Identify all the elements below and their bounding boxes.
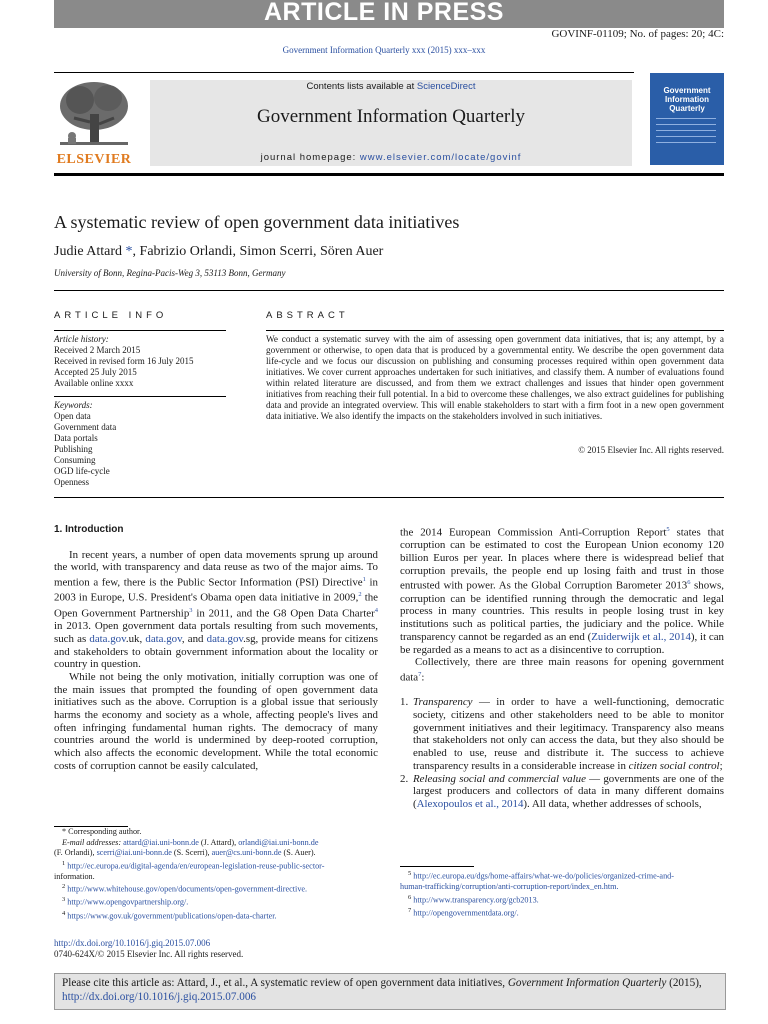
footnote-url[interactable]: http://opengovernmentdata.org/. [413,908,519,918]
history-revised: Received in revised form 16 July 2015 [54,356,194,366]
sciencedirect-link[interactable]: ScienceDirect [416,81,476,92]
email-link[interactable]: orlandi@iai.uni-bonn.de [238,837,319,847]
footnote-ref[interactable]: 6 [687,579,691,587]
keyword: Government data [54,422,117,432]
issn-line: 0740-624X/© 2015 Elsevier Inc. All rights reserved. [54,949,244,959]
footnote-url[interactable]: http://ec.europa.eu/dgs/home-affairs/what-we-do/policies/organized-crime-and- [413,871,674,881]
footnote-ref[interactable]: 2 [358,591,362,599]
data-gov-uk-link[interactable]: data.gov [89,632,126,645]
history-accepted: Accepted 25 July 2015 [54,367,137,377]
author-rest: , Fabrizio Orlandi, Simon Scerri, Sören Auer [132,244,384,259]
paragraph-4: Collectively, there are three main reasons for opening government data$^7$: [400,656,724,684]
abstract-label: ABSTRACT [266,310,349,321]
email-note: E-mail addresses: attard@iai.uni-bonn.de (J. Attard), orlandi@iai.uni-bonn.de [62,837,319,847]
footnote-2: $^2$ http://www.whitehouse.gov/open/documents/open-government-directive. [62,883,308,894]
abstract-rule [266,330,724,331]
footnote-3: $^3$ http://www.opengovpartnership.org/. [62,896,189,908]
journal-name: Government Information Quarterly [256,106,526,127]
journal-volume-link[interactable]: Government Information Quarterly xxx (2015) xxx–xxx [282,45,486,55]
list-item: 2. Releasing social and commercial value — governments are one of the largest producers and collectors of data in many different domains (Alexopoulos et al., 2014). All data, whether addresses of schools, [400,772,724,810]
journal-homepage [150,152,632,163]
doi-block [54,938,243,960]
footnote-url[interactable]: http://ec.europa.eu/digital-agenda/en/european-legislation-reuse-public-sector- [67,861,325,871]
corresponding-note: * Corresponding author. [62,827,142,836]
banner-text: ARTICLE IN PRESS [264,0,504,26]
footnote-ref[interactable]: 7 [418,670,422,678]
right-column [400,524,724,811]
footnote-url[interactable]: https://www.gov.uk/government/publications/open-data-charter. [67,911,277,921]
keyword: OGD life-cycle [54,466,110,476]
email-note-cont: (F. Orlandi), scerri@iai.uni-bonn.de (S. Scerri), auer@cs.uni-bonn.de (S. Auer). [54,848,316,857]
keyword: Data portals [54,433,98,443]
contents-prefix: Contents lists available at [306,81,417,92]
keywords-label: Keywords: [54,400,93,410]
cover-decoration [656,136,716,137]
keyword: Consuming [54,455,96,465]
footnote-rule [400,866,474,867]
keywords [54,400,224,488]
homepage-link[interactable]: www.elsevier.com/locate/govinf [359,152,522,163]
paragraph-3: the 2014 European Commission Anti-Corruption Report$^5$ states that corruption can be estimated to cost the European Union economy 120 billion Euros per year. In places where there is widespread belief that corruption prevails, the people end up losing faith and trust in those entrusted with power. As the Global Corruption Barometer 2013$^6$ shows, corruption can be identified running through the democratic and legal process in many countries. This results in people losing trust in key institutions such as political parties, the judiciary and the police. While transparency cannot be regarded as an end (Zuiderwijk et al., 2014), it can be regarded as a means to act as a disincentive to corruption. [400,526,724,656]
affiliation: University of Bonn, Regina-Pacis-Weg 3, 53113 Bonn, Germany [54,268,286,278]
footnote-5: $^5$ http://ec.europa.eu/dgs/home-affairs/what-we-do/policies/organized-crime-and- [408,870,674,881]
contents-line [150,81,632,92]
email-link[interactable]: attard@iai.uni-bonn.de [123,837,199,847]
footnote-1-tail: information. [54,871,95,881]
history-label: Article history: [54,334,109,344]
footnote-url-cont[interactable]: human-trafficking/corruption/anti-corruption-report/index_en.htm. [400,882,619,892]
footnote-1: $^1$ http://ec.europa.eu/digital-agenda/en/european-legislation-reuse-public-sector- [62,859,325,871]
section-heading: 1. Introduction [54,524,124,535]
footnote-url[interactable]: http://www.transparency.org/gcb2013. [413,895,539,905]
paragraph-1: In recent years, a number of open data movements sprung up around the world, with transparency and data reuse as two of the major aims. To mention a few, there is the Public Sector Information (PSI) Directive$^1$ in 2003 in Europe, U.S. President's Obama open data initiative in 2009,$^2$ the Open Government Partnership$^3$ in 2011, and the G8 Open Data Charter$^4$ in 2013. Open government data portals resulting from such movements, such as data.gov.uk, data.gov, and data.gov.sg, provide means for citizens and stakeholders to obtain government information about the locality or country in question. [54,548,379,671]
doi-link[interactable]: http://dx.doi.org/10.1016/j.giq.2015.07.006 [54,938,211,948]
article-history [54,334,224,389]
left-footnotes [54,827,378,922]
title-rule [54,290,724,291]
email-link[interactable]: scerri@iai.uni-bonn.de [96,848,172,857]
right-footnotes [400,869,724,919]
header-thick-rule [54,173,724,176]
cover-decoration [656,142,716,143]
info-rule [54,330,226,331]
footnote-4: $^4$ https://www.gov.uk/government/publications/open-data-charter. [62,909,277,921]
keyword: Openness [54,477,89,487]
citation-link[interactable]: Zuiderwijk et al., 2014 [591,630,691,643]
footnote-ref[interactable]: 4 [374,606,378,614]
citation-text: Please cite this article as: Attard, J., et al., A systematic review of open government data initiatives, Government Information Quarterly (2015), http://dx.doi.org/10.1016/j.giq.2015.07.006 [62,977,702,1003]
abstract-text: We conduct a systematic survey with the aim of assessing open government data initiatives, that is; any attempt, by a government or otherwise, to open data that is produced by a governmental entity. We describe the open government data life-cycle and we focus our discussion on publishing and consuming processes required within open government data initiatives. We cover current approaches undertaken for such initiatives, and classify them. A number of evaluations found within related literature are discussed, and from them we extract challenges and issues that hinder open government initiatives from reaching their full potential. In a bid to overcome these challenges, we also extract guidelines for publishing data and provide an integrated overview. This will enable stakeholders to start with a firm foot in a new open government data initiative. We also identify the impacts on the stakeholders involved in such initiatives. [266,334,724,421]
elsevier-wordmark: ELSEVIER [56,152,132,167]
article-title: A systematic review of open government data initiatives [54,212,460,232]
keyword: Publishing [54,444,93,454]
data-gov-link[interactable]: data.gov [145,632,182,645]
data-gov-sg-link[interactable]: data.gov [206,632,244,645]
abstract-copyright: © 2015 Elsevier Inc. All rights reserved. [578,445,724,455]
history-online: Available online xxxx [54,378,134,388]
author-first: Judie Attard [54,244,126,259]
footnote-ref[interactable]: 1 [362,576,366,584]
citation-doi-link[interactable]: http://dx.doi.org/10.1016/j.giq.2015.07.006 [62,991,257,1003]
footnote-6: $^6$ http://www.transparency.org/gcb2013. [408,893,539,905]
author-list [54,244,383,260]
email-link[interactable]: auer@cs.uni-bonn.de [211,848,282,857]
list-item: 1. Transparency — in order to have a well-functioning, democratic society, citizens and other stakeholders need to be able to monitor government initiatives and their legitimacy. Transparency also means that stakeholders not only can access the data, but they also should be enabled to use, reuse and distribute it. The success to achieve transparency results in a considerable increase in citizen social control; [400,696,724,772]
footnote-ref[interactable]: 5 [666,526,670,533]
manuscript-id: GOVINF-01109; No. of pages: 20; 4C: [551,28,724,40]
footnote-ref[interactable]: 3 [189,606,193,614]
article-info-label: ARTICLE INFO [54,310,168,321]
cover-decoration [656,118,716,119]
footnote-url[interactable]: http://www.opengovpartnership.org/. [67,898,189,908]
info-rule [54,396,226,397]
left-column [54,524,378,773]
homepage-prefix: journal homepage: [260,152,360,163]
corresponding-author-link[interactable]: * [125,244,133,259]
header-rule [54,72,634,73]
citation-link[interactable]: Alexopoulos et al., 2014 [416,797,524,810]
cover-decoration [656,124,716,125]
cover-decoration [656,130,716,131]
history-received: Received 2 March 2015 [54,345,141,355]
abstract-end-rule [54,497,724,498]
cover-title: Government Information Quarterly [663,86,711,113]
footnote-url[interactable]: http://www.whitehouse.gov/open/documents/open-government-directive. [67,884,308,894]
keyword: Open data [54,411,91,421]
paragraph-2: While not being the only motivation, initially corruption was one of the main issues that prompted the founding of open government data initiatives such as the above. Corruption is a global issue that seriously harms the economy and society as a whole, affecting people's lives and often infringing fundamental human rights. The democracy of many countries around the world is undermined by deep-rooted corruption, which also affects the economic development. While the total economic costs of corruption cannot be easily calculated, [54,670,378,772]
footnote-7: $^7$ http://opengovernmentdata.org/. [408,906,519,918]
